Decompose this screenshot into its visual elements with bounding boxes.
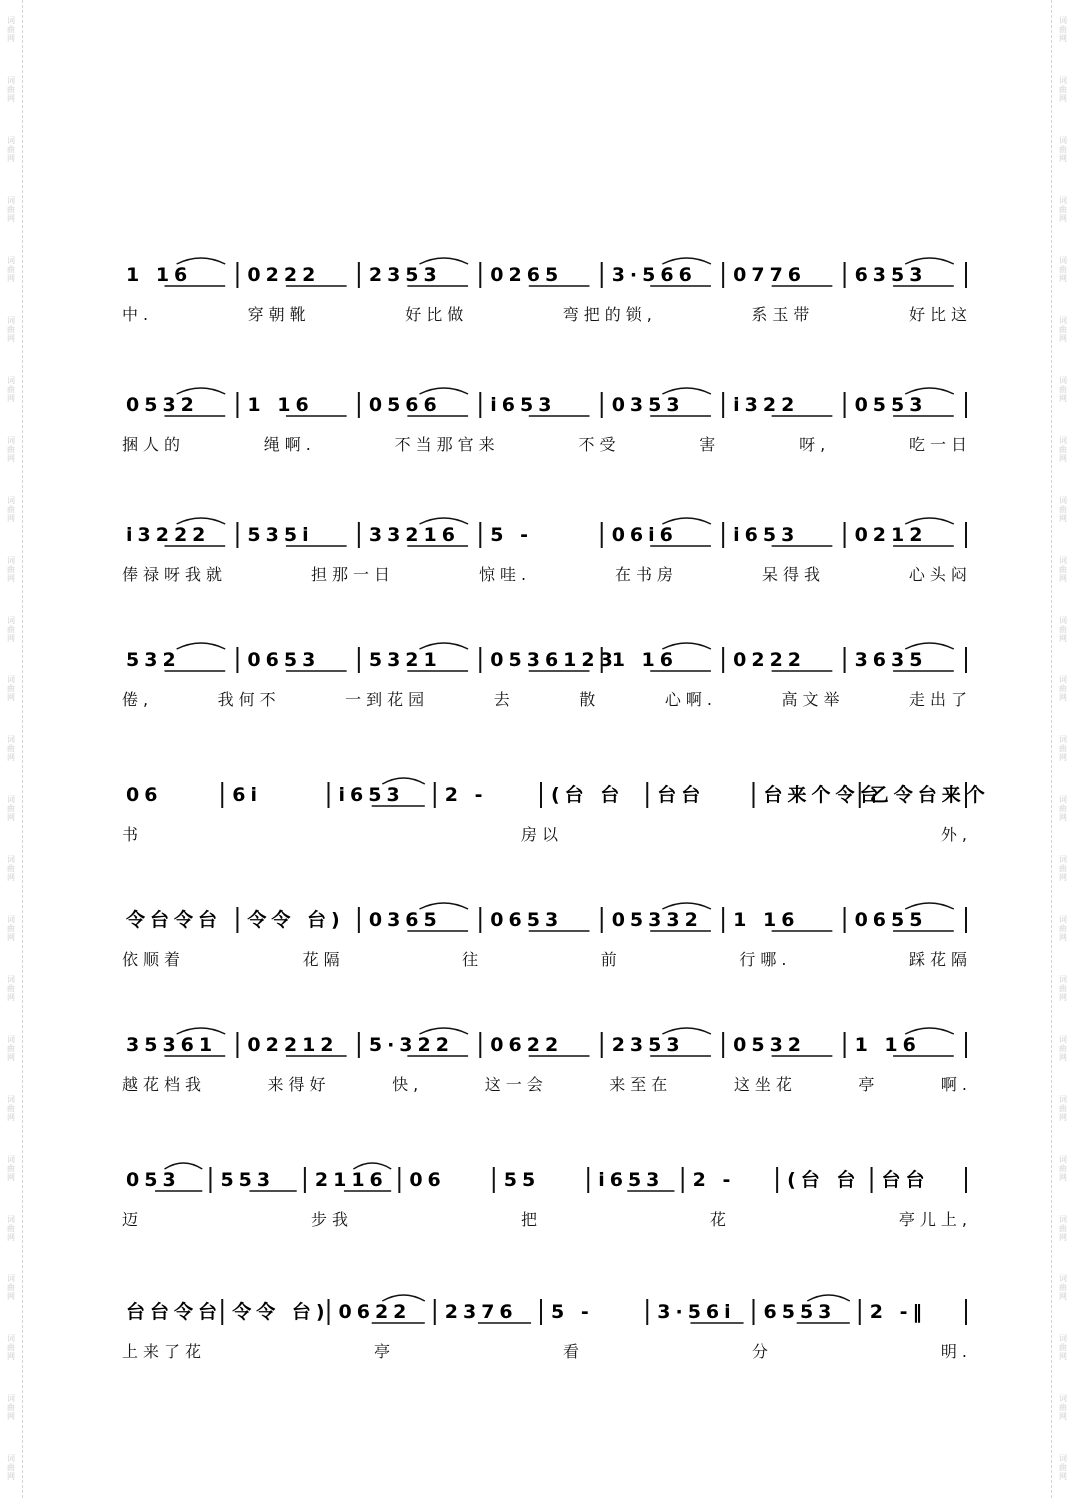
notation-row: [122, 1030, 972, 1064]
score-system: [122, 645, 972, 709]
lyric-segment: 快,: [392, 1074, 424, 1094]
score-system: [122, 1165, 972, 1229]
watermark-text: 词曲网: [1058, 974, 1068, 1002]
measure-notes: 1 16: [733, 909, 800, 931]
score-system: [122, 260, 972, 324]
measure-notes: i3222: [126, 524, 211, 546]
lyric-segment: 呆得我: [761, 564, 825, 584]
measure-notes: 535i: [247, 524, 314, 546]
lyric-segment: 啊.: [940, 1074, 972, 1094]
lyric-segment: 不当那官来: [394, 434, 500, 454]
lyric-segment: 来得好: [267, 1074, 331, 1094]
lyric-segment: 花隔: [302, 949, 345, 969]
notation-svg: [122, 780, 990, 814]
measure-notes: i653: [598, 1169, 665, 1191]
lyric-segment: 行哪.: [739, 949, 792, 969]
lyrics-row: [122, 1207, 972, 1229]
watermark-text: 词曲网: [1058, 315, 1068, 343]
measure-notes: 0653: [247, 649, 321, 671]
watermark-text: 词曲网: [1058, 615, 1068, 643]
measure-notes: 06: [409, 1169, 446, 1191]
measure-notes: 1 16: [611, 649, 678, 671]
measure-notes: 1 16: [247, 394, 314, 416]
notation-svg: [122, 645, 972, 679]
measure-notes: 5 -: [551, 1301, 594, 1323]
measure-notes: (台 台: [551, 784, 625, 806]
lyric-segment: 捆人的: [122, 434, 186, 454]
lyric-segment: 好比做: [405, 304, 469, 324]
right-watermark-strip: [1051, 0, 1074, 1498]
watermark-text: 词曲网: [6, 1274, 16, 1302]
measure-notes: 1 16: [126, 264, 193, 286]
watermark-text: 词曲网: [6, 256, 16, 284]
lyrics-row: [122, 947, 972, 969]
lyric-segment: 不受: [578, 434, 621, 454]
watermark-text: 词曲网: [1058, 1154, 1068, 1182]
watermark-text: 词曲网: [1058, 1214, 1068, 1242]
left-watermark-strip: [0, 0, 23, 1498]
watermark-text: 词曲网: [6, 915, 16, 943]
lyric-segment: 外,: [940, 824, 972, 844]
notation-row: [122, 905, 972, 939]
watermark-text: 词曲网: [6, 735, 16, 763]
lyric-segment: 心啊.: [664, 689, 717, 709]
measure-notes: 0222: [247, 264, 321, 286]
watermark-text: 词曲网: [6, 1454, 16, 1482]
measure-notes: 台来个令台: [763, 784, 884, 806]
measure-notes: 0653: [490, 909, 564, 931]
measure-notes: 1 16: [854, 1034, 921, 1056]
lyric-segment: 穿朝靴: [247, 304, 311, 324]
watermark-text: 词曲网: [6, 615, 16, 643]
measure-notes: 令令 台): [232, 1301, 330, 1323]
lyric-segment: 惊哇.: [478, 564, 532, 584]
lyric-segment: 看: [562, 1341, 584, 1361]
measure-notes: 02212: [247, 1034, 339, 1056]
measure-notes: 33216: [368, 524, 460, 546]
notation-svg: [122, 905, 972, 939]
watermark-text: 词曲网: [6, 1214, 16, 1242]
measure-notes: 0212: [854, 524, 928, 546]
notation-svg: [122, 520, 972, 554]
lyrics-row: [122, 562, 972, 584]
measure-notes: 5321: [368, 649, 442, 671]
measure-notes: i653: [490, 394, 557, 416]
watermark-text: 词曲网: [1058, 855, 1068, 883]
watermark-text: 词曲网: [6, 1334, 16, 1362]
lyric-segment: 吃一日: [908, 434, 972, 454]
measure-notes: 06i6: [611, 524, 678, 546]
notation-row: [122, 390, 972, 424]
lyric-segment: 踩花隔: [908, 949, 972, 969]
measure-notes: (台 台: [787, 1169, 861, 1191]
measure-notes: i322: [733, 394, 800, 416]
watermark-text: 词曲网: [1058, 675, 1068, 703]
lyric-segment: 把: [520, 1209, 542, 1229]
measure-notes: 0353: [611, 394, 685, 416]
measure-notes: 0222: [733, 649, 807, 671]
notation-svg: [122, 390, 972, 424]
watermark-text: 词曲网: [1058, 1094, 1068, 1122]
measure-notes: 06: [126, 784, 163, 806]
watermark-text: 词曲网: [6, 495, 16, 523]
watermark-text: 词曲网: [6, 76, 16, 104]
lyrics-row: [122, 1339, 972, 1361]
lyric-segment: 担那一日: [310, 564, 395, 584]
notation-svg: [122, 1297, 972, 1331]
lyric-segment: 害: [699, 434, 721, 454]
score-system: [122, 520, 972, 584]
watermark-text: 词曲网: [1058, 16, 1068, 44]
measure-notes: 5 -: [490, 524, 534, 546]
lyric-segment: 来至在: [609, 1074, 673, 1094]
lyric-segment: 呀,: [799, 434, 831, 454]
lyric-segment: 走出了: [908, 689, 972, 709]
lyric-segment: 好比这: [908, 304, 972, 324]
lyric-segment: 系玉带: [751, 304, 815, 324]
lyrics-row: [122, 432, 972, 454]
lyric-segment: 越花档我: [122, 1074, 207, 1094]
measure-notes: 6i: [232, 784, 262, 806]
measure-notes: i653: [338, 784, 405, 806]
lyric-segment: 这一会: [484, 1074, 548, 1094]
notation-row: [122, 1165, 972, 1199]
watermark-text: 词曲网: [1058, 136, 1068, 164]
watermark-text: 词曲网: [6, 855, 16, 883]
watermark-text: 词曲网: [1058, 555, 1068, 583]
watermark-text: 词曲网: [6, 1094, 16, 1122]
measure-notes: 5·322: [368, 1034, 454, 1056]
measure-notes: 6553: [763, 1301, 837, 1323]
lyric-segment: 花: [709, 1209, 731, 1229]
measure-notes: 2376: [444, 1301, 518, 1323]
slur-arc: [177, 643, 226, 649]
measure-notes: 2 -: [444, 784, 488, 806]
lyric-segment: 去: [493, 689, 515, 709]
measure-notes: 2116: [314, 1169, 388, 1191]
watermark-text: 词曲网: [1058, 76, 1068, 104]
watermark-text: 词曲网: [6, 196, 16, 224]
measure-notes: i653: [733, 524, 800, 546]
measure-notes: 0776: [733, 264, 807, 286]
measure-notes: 0365: [368, 909, 442, 931]
watermark-text: 词曲网: [1058, 1034, 1068, 1062]
measure-notes: 0566: [368, 394, 442, 416]
measure-notes: 2 -: [692, 1169, 736, 1191]
watermark-text: 词曲网: [6, 375, 16, 403]
score-system: [122, 905, 972, 969]
lyric-segment: 高文举: [781, 689, 845, 709]
lyric-segment: 亭: [858, 1074, 880, 1094]
notation-row: [122, 780, 990, 814]
watermark-text: 词曲网: [6, 675, 16, 703]
measure-notes: 0532: [733, 1034, 807, 1056]
watermark-text: 词曲网: [1058, 1454, 1068, 1482]
notation-row: [122, 645, 972, 679]
score-system: [122, 390, 972, 454]
lyric-segment: 分: [751, 1341, 773, 1361]
lyrics-row: [122, 822, 972, 844]
measure-notes: 2353: [611, 1034, 685, 1056]
watermark-text: 词曲网: [6, 1034, 16, 1062]
notation-svg: [122, 1165, 972, 1199]
measure-notes: 0553: [854, 394, 928, 416]
watermark-text: 词曲网: [1058, 795, 1068, 823]
lyrics-row: [122, 687, 972, 709]
score-system: [122, 1297, 972, 1361]
lyric-segment: 散: [579, 689, 601, 709]
watermark-text: 词曲网: [1058, 1334, 1068, 1362]
watermark-text: 词曲网: [6, 435, 16, 463]
measure-notes: 55: [503, 1169, 541, 1191]
lyric-segment: 一到花园: [345, 689, 430, 709]
lyric-segment: 俸禄呀我就: [122, 564, 228, 584]
measure-notes: 3·566: [611, 264, 697, 286]
measure-notes: 532: [126, 649, 181, 671]
watermark-text: 词曲网: [6, 974, 16, 1002]
lyric-segment: 前: [600, 949, 622, 969]
notation-row: [122, 1297, 972, 1331]
watermark-text: 词曲网: [6, 16, 16, 44]
measure-notes: 3·56i: [657, 1301, 736, 1323]
lyric-segment: 这坐花: [733, 1074, 797, 1094]
watermark-text: 词曲网: [1058, 435, 1068, 463]
measure-notes: 2 -‖: [869, 1301, 927, 1323]
lyric-segment: 亭: [373, 1341, 395, 1361]
notation-row: [122, 520, 972, 554]
measure-notes: 05332: [611, 909, 703, 931]
watermark-text: 词曲网: [6, 136, 16, 164]
lyric-segment: 上来了花: [122, 1341, 207, 1361]
watermark-text: 词曲网: [1058, 495, 1068, 523]
notation-svg: [122, 1030, 972, 1064]
measure-notes: 0265: [490, 264, 564, 286]
lyric-segment: 亭儿上,: [898, 1209, 972, 1229]
measure-notes: 台台令台: [126, 1301, 223, 1323]
lyric-segment: 绳啊.: [263, 434, 316, 454]
watermark-text: 词曲网: [1058, 375, 1068, 403]
lyric-segment: 我何不: [217, 689, 281, 709]
score-system: [122, 1030, 972, 1094]
lyrics-row: [122, 302, 972, 324]
measure-notes: 0655: [854, 909, 928, 931]
measure-notes: 令令 台): [247, 909, 345, 931]
lyric-segment: 心头闷: [908, 564, 972, 584]
watermark-text: 词曲网: [6, 555, 16, 583]
watermark-text: 词曲网: [1058, 196, 1068, 224]
measure-notes: 台台: [657, 784, 706, 806]
lyrics-row: [122, 1072, 972, 1094]
lyric-segment: 迈: [122, 1209, 144, 1229]
watermark-text: 词曲网: [1058, 735, 1068, 763]
lyric-segment: 依顺着: [122, 949, 186, 969]
measure-notes: 6353: [854, 264, 928, 286]
measure-notes: 2353: [368, 264, 442, 286]
lyric-segment: 步我: [310, 1209, 353, 1229]
lyric-segment: 书: [122, 824, 144, 844]
measure-notes: 0622: [490, 1034, 564, 1056]
measure-notes: 令台令台: [126, 909, 223, 931]
watermark-text: 词曲网: [6, 1394, 16, 1422]
lyric-segment: 明.: [940, 1341, 972, 1361]
measure-notes: 乙令台来个: [869, 784, 990, 806]
measure-notes: 553: [220, 1169, 276, 1191]
watermark-text: 词曲网: [1058, 1274, 1068, 1302]
lyric-segment: 中.: [122, 304, 154, 324]
notation-row: [122, 260, 972, 294]
watermark-text: 词曲网: [6, 795, 16, 823]
measure-notes: 053: [126, 1169, 181, 1191]
measure-notes: 0622: [338, 1301, 412, 1323]
watermark-text: 词曲网: [1058, 1394, 1068, 1422]
watermark-text: 词曲网: [1058, 915, 1068, 943]
notation-svg: [122, 260, 972, 294]
watermark-text: 词曲网: [6, 315, 16, 343]
measure-notes: 0536123: [490, 649, 618, 671]
lyric-segment: 倦,: [122, 689, 154, 709]
measure-notes: 3635: [854, 649, 928, 671]
watermark-text: 词曲网: [1058, 256, 1068, 284]
measure-notes: 0532: [126, 394, 199, 416]
score-system: [122, 780, 990, 844]
measure-notes: 35361: [126, 1034, 218, 1056]
measure-notes: 台台: [881, 1169, 930, 1191]
lyric-segment: 往: [462, 949, 484, 969]
lyric-segment: 在书房: [614, 564, 678, 584]
lyric-segment: 房以: [520, 824, 563, 844]
watermark-text: 词曲网: [6, 1154, 16, 1182]
lyric-segment: 弯把的锁,: [562, 304, 657, 324]
